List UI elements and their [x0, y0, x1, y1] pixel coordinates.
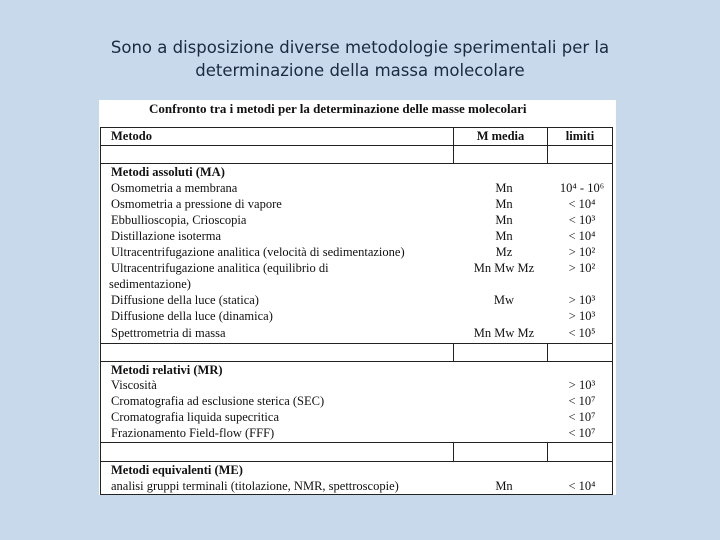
mean-mass: Mn [495, 229, 513, 243]
mean-mass: Mw [493, 293, 515, 307]
table-row [99, 409, 616, 425]
table-row [99, 308, 616, 324]
method-name: Viscosità [111, 378, 157, 392]
limit: < 10³ [568, 213, 596, 227]
method-name: Diffusione della luce (dinamica) [111, 309, 273, 323]
table-caption: Confronto tra i metodi per la determinazione delle masse molecolari [149, 101, 527, 116]
table-row [99, 228, 616, 244]
method-name: Ebbullioscopia, Crioscopia [111, 213, 247, 227]
table-row [99, 244, 616, 260]
mean-mass: Mn [495, 479, 513, 493]
table-row [99, 180, 616, 196]
methods-table-image [99, 100, 616, 495]
mean-mass: Mz [495, 245, 513, 259]
header-limits: limiti [565, 129, 595, 143]
mean-mass: Mn [495, 213, 513, 227]
header-method: Metodo [111, 129, 152, 143]
method-name: Cromatografia liquida supecritica [111, 410, 279, 424]
table-row [99, 393, 616, 409]
method-name: Osmometria a pressione di vapore [111, 197, 282, 211]
table-row [99, 196, 616, 212]
method-name: analisi gruppi terminali (titolazione, NMR, spettroscopie) [111, 479, 399, 493]
method-name-continuation: sedimentazione) [109, 277, 191, 291]
section-title-absolute: Metodi assoluti (MA) [111, 165, 225, 179]
section-title-relative: Metodi relativi (MR) [111, 363, 223, 377]
section-title-equivalent: Metodi equivalenti (ME) [111, 463, 243, 477]
limit: < 10⁷ [568, 394, 596, 408]
table-row [99, 260, 616, 276]
slide-title [60, 36, 660, 82]
limit: < 10⁷ [568, 426, 596, 440]
mean-mass: Mn Mw Mz [473, 261, 535, 275]
limit: < 10⁷ [568, 410, 596, 424]
slide-title-line-2: determinazione della massa molecolare [195, 61, 525, 80]
mean-mass: Mn Mw Mz [473, 326, 535, 340]
limit: > 10³ [568, 309, 596, 323]
header-mean-mass: M media [476, 129, 525, 143]
method-name: Cromatografia ad esclusione sterica (SEC) [111, 394, 325, 408]
method-name: Diffusione della luce (statica) [111, 293, 259, 307]
method-name: Osmometria a membrana [111, 181, 238, 195]
limit: > 10³ [568, 293, 596, 307]
limit: < 10⁴ [568, 479, 596, 493]
limit: > 10² [568, 261, 596, 275]
table-row [99, 425, 616, 441]
table-row [99, 478, 616, 494]
limit: < 10⁵ [568, 326, 596, 340]
method-name: Frazionamento Field-flow (FFF) [111, 426, 275, 440]
limit: < 10⁴ [568, 197, 596, 211]
method-name: Spettrometria di massa [111, 326, 226, 340]
slide-title-line-1: Sono a disposizione diverse metodologie sperimentali per la [110, 38, 610, 57]
limit: > 10³ [568, 378, 596, 392]
method-name: Ultracentrifugazione analitica (equilibrio di [111, 261, 329, 275]
mean-mass: Mn [495, 197, 513, 211]
table-row [99, 325, 616, 341]
limit: < 10⁴ [568, 229, 596, 243]
method-name: Distillazione isoterma [111, 229, 222, 243]
limit: > 10² [568, 245, 596, 259]
table-row [99, 212, 616, 228]
method-name: Ultracentrifugazione analitica (velocità di sedimentazione) [111, 245, 405, 259]
mean-mass: Mn [495, 181, 513, 195]
table-row [99, 292, 616, 308]
limit: 10⁴ - 10⁶ [559, 181, 605, 195]
table-row [99, 377, 616, 393]
